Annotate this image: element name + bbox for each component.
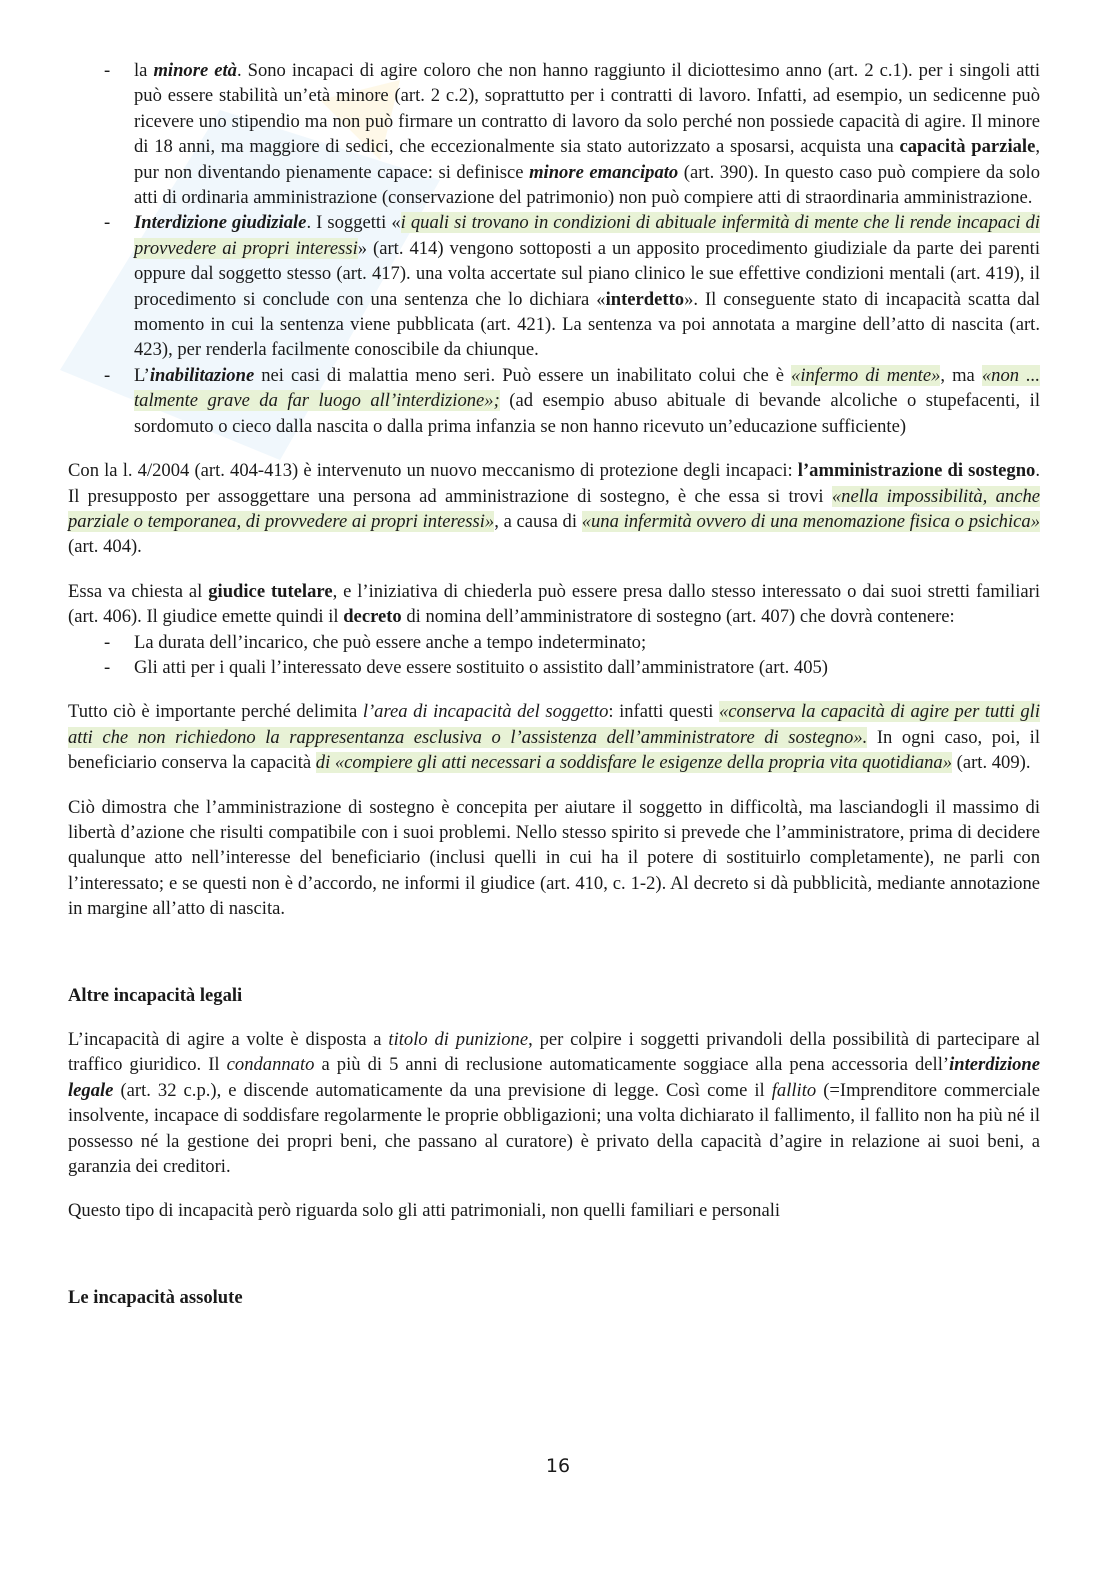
incapacity-list: [68, 58, 1040, 439]
highlighted-quote: «non ... talmente grave da far luogo all’interdizione»;: [134, 364, 1041, 412]
term-inabilitazione: inabilitazione: [149, 364, 255, 386]
term-decreto: decreto: [343, 606, 402, 628]
term-interdizione-giudiziale: Interdizione giudiziale: [134, 212, 307, 234]
highlighted-quote: «conserva la capacità di agire per tutti gli atti che non richiedono la rappresentanza esclusiva o l’assistenza dell’amministratore di sostegno».: [68, 701, 1040, 748]
paragraph-giudice-tutelare: Essa va chiesta al giudice tutelare, e l’iniziativa di chiederla può essere presa dallo stesso interessato o dai suoi stretti familiari (art. 406). Il giudice emette quindi il decreto di nomina dell’amministratore di sostegno (art. 407) che dovrà contenere:: [68, 580, 1040, 628]
highlighted-quote: «una infermità ovvero di una menomazione fisica o psichica»: [581, 510, 1040, 532]
paragraph-atti-patrimoniali: Questo tipo di incapacità però riguarda solo gli atti patrimoniali, non quelli familiari e personali: [68, 1200, 781, 1222]
paragraph-liberta-azione: Ciò dimostra che l’amministrazione di sostegno è concepita per aiutare il soggetto in difficoltà, ma lasciandogli il massimo di libertà d’azione che risulti compatibile con i suoi problemi. Nello stesso spirito si prevede che l’amministratore, prima di decidere qualunque atto nell’interesse del beneficiario (inclusi quelli in cui ha il potere di sostituirlo completamente), ne parli con l’interessato; e se questi non è d’accordo, ne informi il giudice (art. 410, c. 1-2). Al decreto si dà pubblicità, mediante annotazione in margine all’atto di nascita.: [68, 796, 1040, 920]
decreto-content-list: [68, 630, 1040, 681]
highlighted-quote: di «compiere gli atti necessari a soddisfare le esigenze della propria vita quotidiana»: [315, 752, 953, 774]
term-minore-eta: minore età: [153, 60, 237, 81]
term-interdizione-legale: interdizione legale: [68, 1054, 1040, 1101]
page-number: 16: [545, 1455, 571, 1477]
list-item-interdizione: - Interdizione giudiziale. I soggetti «i quali si trovano in condizioni di abituale infermità di mente che li rende incapaci di provvedere ai propri interessi» (art. 414) vengono sottoposti a un apposito procedimento giudiziale da parte dei parenti oppure dal soggetto stesso (art. 417). una volta accertate sul piano clinico le sue effettive condizioni mentali (art. 419), il procedimento si conclude con una sentenza che lo dichiara «interdetto». Il conseguente stato di incapacità scatta dal momento in cui la sentenza viene pubblicata (art. 421). La sentenza va poi annotata a margine dell’atto di nascita (art. 423), per renderla facilmente conoscibile da chiunque.: [68, 210, 1040, 362]
term-condannato: condannato: [226, 1054, 315, 1076]
paragraph-amministrazione-sostegno: Con la l. 4/2004 (art. 404-413) è intervenuto un nuovo meccanismo di protezione degli incapaci: l’amministrazione di sostegno. Il presupposto per assoggettare una persona ad amministrazione di sostegno, è che essa si trovi «nella impossibilità, anche parziale o temporanea, di provvedere ai propri interessi», a causa di «una infermità ovvero di una menomazione fisica o psichica» (art. 404).: [68, 460, 1040, 558]
section-heading-incapacita-assolute: Le incapacità assolute: [68, 1286, 243, 1308]
section-heading-altre-incapacita: Altre incapacità legali: [68, 984, 243, 1006]
term-interdetto: interdetto: [605, 288, 685, 310]
highlighted-quote: «nella impossibilità, anche parziale o temporanea, di provvedere ai propri interessi»: [68, 485, 1040, 532]
document-page: [68, 58, 1040, 1310]
highlighted-quote: i quali si trovano in condizioni di abituale infermità di mente che li rende incapaci di provvedere ai propri interessi: [134, 212, 1040, 259]
paragraph-area-incapacita: Tutto ciò è importante perché delimita l’area di incapacità del soggetto: infatti questi «conserva la capacità di agire per tutti gli atti che non richiedono la rappresentanza esclusiva o l’assistenza dell’amministratore di sostegno». In ogni caso, poi, il beneficiario conserva la capacità di «compiere gli atti necessari a soddisfare le esigenze della propria vita quotidiana» (art. 409).: [68, 701, 1040, 774]
term-amministrazione-sostegno: l’amministrazione di sostegno: [797, 460, 1036, 482]
term-capacita-parziale: capacità parziale: [899, 136, 1036, 158]
list-item: - Gli atti per i quali l’interessato deve essere sostituito o assistito dall’amministratore (art. 405): [68, 655, 1040, 680]
list-item-minore-eta: - la minore età. Sono incapaci di agire coloro che non hanno raggiunto il diciottesimo anno (art. 2 c.1). per i singoli atti può essere stabilità un’età minore (art. 2 c.2), soprattutto per i contratti di lavoro. Infatti, ad esempio, un sedicenne può ricevere uno stipendio ma non può firmare un contratto di lavoro da solo perché non possiede capacità di agire. Il minore di 18 anni, ma maggiore di sedici, che eccezionalmente sia stato autorizzato a sposarsi, acquista una capacità parziale, pur non diventando pienamente capace: si definisce minore emancipato (art. 390). In questo caso può compiere da solo atti di ordinaria amministrazione (conservazione del patrimonio) non può compiere atti di straordinaria amministrazione.: [68, 58, 1040, 210]
highlighted-quote: «infermo di mente»: [791, 364, 941, 386]
term-fallito: fallito: [771, 1079, 817, 1101]
list-item: - La durata dell’incarico, che può essere anche a tempo indeterminato;: [68, 630, 1040, 655]
term-titolo-punizione: titolo di punizione: [388, 1029, 529, 1050]
term-giudice-tutelare: giudice tutelare: [208, 580, 333, 602]
list-item-inabilitazione: - L’inabilitazione nei casi di malattia meno seri. Può essere un inabilitato colui che è «infermo di mente», ma «non ... talmente grave da far luogo all’interdizione»; (ad esempio abuso abituale di bevande alcoliche o stupefacenti, il sordomuto o cieco dalla nascita o dalla prima infanzia se non hanno ricevuto un’educazione sufficiente): [68, 363, 1040, 439]
term-area-incapacita: l’area di incapacità del soggetto: [362, 701, 609, 723]
term-minore-emancipato: minore emancipato: [529, 161, 679, 183]
paragraph-incapacita-punizione: L’incapacità di agire a volte è disposta a titolo di punizione, per colpire i soggetti privandoli della possibilità di partecipare al traffico giuridico. Il condannato a più di 5 anni di reclusione automaticamente soggiace alla pena accessoria dell’interdizione legale (art. 32 c.p.), e discende automaticamente da una previsione di legge. Così come il fallito (=Imprenditore commerciale insolvente, incapace di soddisfare regolarmente le proprie obbligazioni; una volta dichiarato il fallimento, il fallito non ha più né il possesso né la gestione dei propri beni, che passano al curatore) è privato della capacità d’agire in relazione ai suoi beni, a garanzia dei creditori.: [68, 1029, 1040, 1178]
